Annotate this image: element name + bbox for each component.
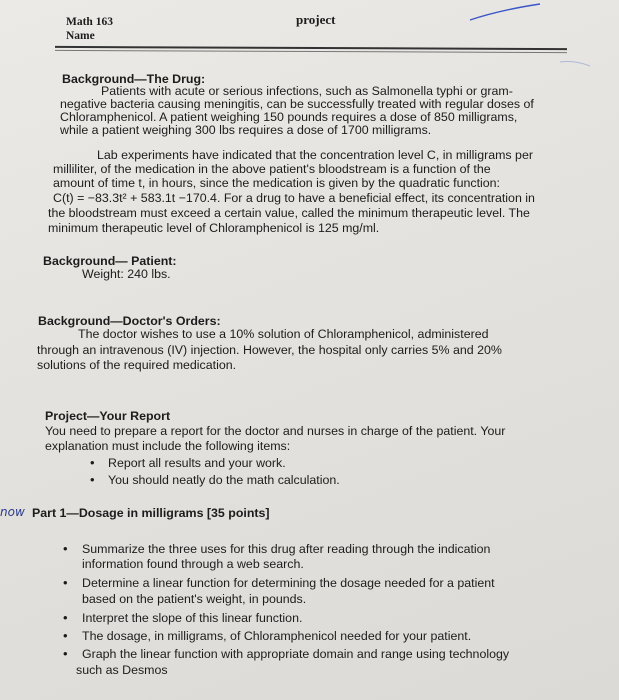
- part1-bullet-cont: based on the patient's weight, in pounds.: [82, 592, 307, 606]
- part1-bullet-cont: such as Desmos: [76, 663, 168, 677]
- handwritten-now: now: [0, 505, 25, 519]
- orders-heading: Background—Doctor's Orders:: [38, 314, 221, 328]
- quadratic-function-line: C(t) = −83.3t² + 583.1t −170.4. For a drug to have a beneficial effect, its concentration in: [53, 191, 535, 205]
- part1-bullet-cont: information found through a web search.: [82, 557, 304, 571]
- orders-line: solutions of the required medication.: [37, 358, 237, 372]
- page-title: project: [296, 12, 336, 27]
- bullet-marker: •: [90, 455, 95, 470]
- orders-line: The doctor wishes to use a 10% solution of Chloramphenicol, administered: [78, 327, 489, 341]
- report-heading: Project—Your Report: [45, 409, 171, 423]
- bullet-marker: •: [63, 610, 68, 625]
- drug-heading: Background—The Drug:: [62, 72, 206, 86]
- lab-line: amount of time t, in hours, since the medication is given by the quadratic function:: [53, 176, 500, 190]
- patient-heading: Background— Patient:: [43, 254, 177, 268]
- part1-bullet: Graph the linear function with appropriate domain and range using technology: [82, 647, 510, 661]
- patient-weight: Weight: 240 lbs.: [82, 267, 171, 281]
- bullet-marker: •: [63, 541, 68, 556]
- course-label: Math 163: [66, 16, 113, 28]
- part1-bullet: Interpret the slope of this linear function.: [82, 611, 303, 625]
- part1-bullet: Determine a linear function for determining the dosage needed for a patient: [82, 576, 495, 590]
- bullet-marker: •: [63, 575, 68, 590]
- lab-line: the bloodstream must exceed a certain value, called the minimum therapeutic level. The: [48, 206, 530, 220]
- drug-line: while a patient weighing 300 lbs requires a dose of 1700 milligrams.: [60, 123, 432, 137]
- lab-line: Lab experiments have indicated that the concentration level C, in milligrams per: [97, 148, 533, 162]
- bullet-marker: •: [63, 646, 68, 661]
- lab-line: minimum therapeutic level of Chloramphenicol is 125 mg/ml.: [48, 221, 380, 235]
- lab-line: milliliter, of the medication in the above patient's bloodstream is a function of the: [53, 162, 491, 176]
- report-bullet: You should neatly do the math calculation.: [108, 473, 340, 487]
- drug-line: negative bacteria causing meningitis, can be successfully treated with regular doses of: [60, 97, 534, 111]
- drug-line: Chloramphenicol. A patient weighing 150 pounds requires a dose of 850 milligrams,: [60, 110, 518, 124]
- bullet-marker: •: [90, 472, 95, 487]
- report-bullet: Report all results and your work.: [108, 456, 286, 470]
- part1-heading: Part 1—Dosage in milligrams [35 points]: [32, 506, 270, 520]
- name-label: Name: [66, 30, 95, 42]
- orders-line: through an intravenous (IV) injection. However, the hospital only carries 5% and 20%: [37, 343, 502, 357]
- report-line: You need to prepare a report for the doctor and nurses in charge of the patient. Your: [45, 424, 506, 438]
- report-line: explanation must include the following items:: [45, 439, 291, 453]
- part1-bullet: Summarize the three uses for this drug after reading through the indication: [82, 542, 491, 556]
- drug-line: Patients with acute or serious infections, such as Salmonella typhi or gram-: [101, 84, 513, 98]
- part1-bullet: The dosage, in milligrams, of Chloramphenicol needed for your patient.: [82, 629, 472, 643]
- bullet-marker: •: [63, 628, 68, 643]
